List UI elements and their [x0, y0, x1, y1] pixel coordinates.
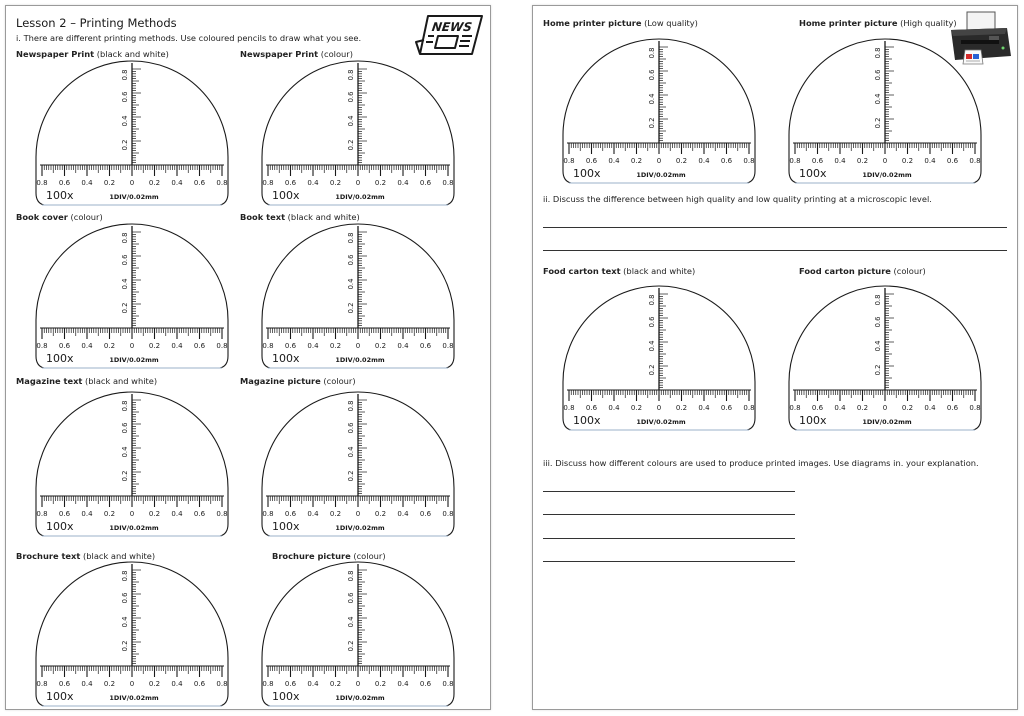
- lesson-title: Lesson 2 – Printing Methods: [16, 16, 177, 30]
- division-label: 1DIV/0.02mm: [862, 418, 912, 426]
- answer-line[interactable]: [543, 250, 1007, 251]
- magnification-label: 100x: [46, 520, 74, 533]
- horizontal-tick-label: 0.4: [307, 510, 319, 518]
- horizontal-tick-label: 0.6: [193, 179, 206, 187]
- vertical-tick-label: 0.4: [347, 115, 355, 127]
- vertical-tick-label: 0.8: [347, 570, 355, 582]
- answer-line[interactable]: [543, 538, 795, 539]
- horizontal-tick-label: 0.2: [148, 179, 161, 187]
- microscope-reticle: [36, 562, 228, 706]
- vertical-tick-label: 0.4: [347, 446, 355, 458]
- horizontal-tick-label: 0.8: [789, 404, 801, 412]
- horizontal-tick-label: 0: [129, 342, 135, 350]
- horizontal-tick-label: 0.4: [307, 342, 319, 350]
- horizontal-tick-label: 0.2: [856, 404, 869, 412]
- horizontal-tick-label: 0.8: [743, 404, 755, 412]
- horizontal-tick-label: 0.8: [36, 680, 48, 688]
- reticle-svg: [36, 562, 228, 706]
- answer-line[interactable]: [543, 514, 795, 515]
- horizontal-tick-label: 0.6: [419, 179, 432, 187]
- scope-label-home-low: Home printer picture (Low quality): [543, 18, 698, 28]
- microscope-reticle: [36, 392, 228, 536]
- horizontal-tick-label: 0.4: [307, 179, 319, 187]
- division-label: 1DIV/0.02mm: [109, 694, 159, 702]
- microscope-reticle: [789, 39, 981, 183]
- horizontal-tick-label: 0.2: [374, 510, 387, 518]
- magnification-label: 100x: [799, 414, 827, 427]
- magnification-label: 100x: [46, 189, 74, 202]
- horizontal-tick-label: 0.4: [608, 404, 620, 412]
- horizontal-tick-label: 0.2: [329, 510, 342, 518]
- scope-label-food-carton-text: Food carton text (black and white): [543, 266, 696, 276]
- worksheet-page-right: [532, 5, 1018, 710]
- horizontal-tick-label: 0.2: [148, 510, 161, 518]
- microscope-reticle: [563, 286, 755, 430]
- microscope-reticle: [262, 224, 454, 368]
- horizontal-tick-label: 0.4: [397, 680, 409, 688]
- vertical-tick-label: 0.2: [874, 117, 882, 129]
- horizontal-tick-label: 0.4: [81, 179, 93, 187]
- reticle-svg: [262, 562, 454, 706]
- magnification-label: 100x: [272, 352, 300, 365]
- horizontal-tick-label: 0.4: [171, 179, 183, 187]
- horizontal-tick-label: 0.8: [969, 157, 981, 165]
- horizontal-tick-label: 0.2: [630, 404, 643, 412]
- horizontal-tick-label: 0.6: [58, 342, 71, 350]
- question-2-text: ii. Discuss the difference between high quality and low quality printing at a microscopic level.: [543, 194, 932, 204]
- horizontal-tick-label: 0.4: [171, 680, 183, 688]
- vertical-tick-label: 0.2: [347, 139, 355, 151]
- horizontal-tick-label: 0: [355, 510, 361, 518]
- horizontal-tick-label: 0.2: [374, 179, 387, 187]
- scope-label-brochure-picture: Brochure picture (colour): [272, 551, 386, 561]
- vertical-tick-label: 0.2: [121, 302, 129, 314]
- vertical-tick-label: 0.4: [648, 93, 656, 105]
- vertical-tick-label: 0.6: [121, 91, 129, 103]
- horizontal-tick-label: 0.2: [329, 680, 342, 688]
- vertical-tick-label: 0.4: [648, 340, 656, 352]
- horizontal-tick-label: 0.4: [924, 157, 936, 165]
- microscope-reticle: [563, 39, 755, 183]
- scope-label-magazine-text: Magazine text (black and white): [16, 376, 158, 386]
- horizontal-tick-label: 0: [129, 680, 135, 688]
- magnification-label: 100x: [799, 167, 827, 180]
- scope-label-book-cover: Book cover (colour): [16, 212, 103, 222]
- horizontal-tick-label: 0.2: [103, 342, 116, 350]
- vertical-tick-label: 0.2: [347, 470, 355, 482]
- reticle-svg: [36, 392, 228, 536]
- scope-label-book-text: Book text (black and white): [240, 212, 360, 222]
- vertical-tick-label: 0.6: [121, 254, 129, 266]
- vertical-tick-label: 0.6: [121, 592, 129, 604]
- horizontal-tick-label: 0.6: [58, 680, 71, 688]
- vertical-tick-label: 0.2: [347, 640, 355, 652]
- horizontal-tick-label: 0.6: [419, 680, 432, 688]
- reticle-svg: [789, 39, 981, 183]
- horizontal-tick-label: 0.8: [36, 342, 48, 350]
- horizontal-tick-label: 0.6: [585, 404, 598, 412]
- vertical-tick-label: 0.6: [347, 592, 355, 604]
- horizontal-tick-label: 0.8: [743, 157, 755, 165]
- horizontal-tick-label: 0: [882, 157, 888, 165]
- horizontal-tick-label: 0.8: [563, 404, 575, 412]
- horizontal-tick-label: 0.4: [834, 404, 846, 412]
- horizontal-tick-label: 0.2: [103, 179, 116, 187]
- horizontal-tick-label: 0.6: [419, 510, 432, 518]
- horizontal-tick-label: 0.4: [698, 404, 710, 412]
- magnification-label: 100x: [573, 167, 601, 180]
- horizontal-tick-label: 0.4: [171, 510, 183, 518]
- horizontal-tick-label: 0.2: [329, 342, 342, 350]
- horizontal-tick-label: 0.8: [789, 157, 801, 165]
- vertical-tick-label: 0.4: [121, 616, 129, 628]
- vertical-tick-label: 0.2: [347, 302, 355, 314]
- vertical-tick-label: 0.8: [121, 232, 129, 244]
- horizontal-tick-label: 0.6: [946, 404, 959, 412]
- horizontal-tick-label: 0.6: [284, 680, 297, 688]
- vertical-tick-label: 0.2: [121, 640, 129, 652]
- vertical-tick-label: 0.8: [121, 400, 129, 412]
- horizontal-tick-label: 0.2: [630, 157, 643, 165]
- magnification-label: 100x: [272, 189, 300, 202]
- vertical-tick-label: 0.4: [347, 616, 355, 628]
- answer-line[interactable]: [543, 561, 795, 562]
- newspaper-icon: [414, 12, 486, 58]
- division-label: 1DIV/0.02mm: [335, 356, 385, 364]
- horizontal-tick-label: 0.8: [969, 404, 981, 412]
- horizontal-tick-label: 0.4: [608, 157, 620, 165]
- division-label: 1DIV/0.02mm: [109, 193, 159, 201]
- vertical-tick-label: 0.8: [121, 69, 129, 81]
- horizontal-tick-label: 0.2: [901, 157, 914, 165]
- horizontal-tick-label: 0.8: [442, 179, 454, 187]
- vertical-tick-label: 0.4: [121, 446, 129, 458]
- horizontal-tick-label: 0.6: [58, 179, 71, 187]
- horizontal-tick-label: 0: [355, 179, 361, 187]
- microscope-reticle: [789, 286, 981, 430]
- horizontal-tick-label: 0.2: [148, 680, 161, 688]
- vertical-tick-label: 0.4: [121, 115, 129, 127]
- horizontal-tick-label: 0.8: [262, 680, 274, 688]
- horizontal-tick-label: 0: [355, 342, 361, 350]
- horizontal-tick-label: 0.4: [834, 157, 846, 165]
- horizontal-tick-label: 0.6: [720, 404, 733, 412]
- horizontal-tick-label: 0: [355, 680, 361, 688]
- vertical-tick-label: 0.6: [874, 316, 882, 328]
- vertical-tick-label: 0.8: [347, 232, 355, 244]
- magnification-label: 100x: [46, 690, 74, 703]
- instruction-text: i. There are different printing methods. Use coloured pencils to draw what you see.: [16, 33, 362, 43]
- horizontal-tick-label: 0.8: [262, 342, 274, 350]
- vertical-tick-label: 0.2: [874, 364, 882, 376]
- horizontal-tick-label: 0.2: [103, 510, 116, 518]
- division-label: 1DIV/0.02mm: [335, 193, 385, 201]
- horizontal-tick-label: 0: [129, 510, 135, 518]
- magnification-label: 100x: [272, 520, 300, 533]
- microscope-reticle: [36, 61, 228, 205]
- horizontal-tick-label: 0.4: [171, 342, 183, 350]
- vertical-tick-label: 0.6: [121, 422, 129, 434]
- horizontal-tick-label: 0.4: [81, 510, 93, 518]
- scope-label-newspaper-bw: Newspaper Print (black and white): [16, 49, 169, 59]
- magnification-label: 100x: [272, 690, 300, 703]
- horizontal-tick-label: 0.8: [262, 510, 274, 518]
- horizontal-tick-label: 0.8: [36, 179, 48, 187]
- horizontal-tick-label: 0.8: [36, 510, 48, 518]
- reticle-svg: [36, 224, 228, 368]
- horizontal-tick-label: 0.6: [284, 179, 297, 187]
- microscope-reticle: [262, 61, 454, 205]
- vertical-tick-label: 0.4: [347, 278, 355, 290]
- horizontal-tick-label: 0.2: [374, 680, 387, 688]
- reticle-svg: [563, 286, 755, 430]
- vertical-tick-label: 0.8: [347, 400, 355, 412]
- horizontal-tick-label: 0.8: [563, 157, 575, 165]
- vertical-tick-label: 0.6: [648, 316, 656, 328]
- vertical-tick-label: 0.6: [347, 91, 355, 103]
- horizontal-tick-label: 0.6: [58, 510, 71, 518]
- reticle-svg: [262, 224, 454, 368]
- horizontal-tick-label: 0.6: [811, 404, 824, 412]
- horizontal-tick-label: 0: [656, 404, 662, 412]
- horizontal-tick-label: 0.2: [374, 342, 387, 350]
- reticle-svg: [563, 39, 755, 183]
- vertical-tick-label: 0.4: [121, 278, 129, 290]
- division-label: 1DIV/0.02mm: [636, 418, 686, 426]
- reticle-svg: [262, 61, 454, 205]
- reticle-svg: [262, 392, 454, 536]
- scope-label-brochure-text: Brochure text (black and white): [16, 551, 156, 561]
- horizontal-tick-label: 0.8: [216, 510, 228, 518]
- division-label: 1DIV/0.02mm: [335, 524, 385, 532]
- scope-label-home-high: Home printer picture (High quality): [799, 18, 957, 28]
- vertical-tick-label: 0.2: [121, 139, 129, 151]
- microscope-reticle: [36, 224, 228, 368]
- horizontal-tick-label: 0.8: [442, 342, 454, 350]
- horizontal-tick-label: 0.6: [193, 342, 206, 350]
- horizontal-tick-label: 0.2: [856, 157, 869, 165]
- horizontal-tick-label: 0.6: [720, 157, 733, 165]
- vertical-tick-label: 0.8: [121, 570, 129, 582]
- horizontal-tick-label: 0.6: [284, 342, 297, 350]
- horizontal-tick-label: 0.2: [901, 404, 914, 412]
- horizontal-tick-label: 0.6: [193, 680, 206, 688]
- division-label: 1DIV/0.02mm: [862, 171, 912, 179]
- horizontal-tick-label: 0.6: [811, 157, 824, 165]
- horizontal-tick-label: 0.6: [946, 157, 959, 165]
- horizontal-tick-label: 0.4: [924, 404, 936, 412]
- vertical-tick-label: 0.4: [874, 93, 882, 105]
- vertical-tick-label: 0.4: [874, 340, 882, 352]
- horizontal-tick-label: 0.4: [698, 157, 710, 165]
- horizontal-tick-label: 0.4: [81, 680, 93, 688]
- horizontal-tick-label: 0: [129, 179, 135, 187]
- horizontal-tick-label: 0.8: [216, 179, 228, 187]
- horizontal-tick-label: 0.6: [419, 342, 432, 350]
- answer-line[interactable]: [543, 227, 1007, 228]
- microscope-reticle: [262, 562, 454, 706]
- horizontal-tick-label: 0.2: [148, 342, 161, 350]
- scope-label-newspaper-colour: Newspaper Print (colour): [240, 49, 353, 59]
- horizontal-tick-label: 0.2: [103, 680, 116, 688]
- division-label: 1DIV/0.02mm: [335, 694, 385, 702]
- vertical-tick-label: 0.8: [347, 69, 355, 81]
- horizontal-tick-label: 0.2: [675, 157, 688, 165]
- worksheet-page-left: [5, 5, 491, 710]
- division-label: 1DIV/0.02mm: [109, 524, 159, 532]
- horizontal-tick-label: 0.8: [216, 342, 228, 350]
- reticle-svg: [789, 286, 981, 430]
- horizontal-tick-label: 0.2: [329, 179, 342, 187]
- horizontal-tick-label: 0.6: [284, 510, 297, 518]
- magnification-label: 100x: [46, 352, 74, 365]
- magnification-label: 100x: [573, 414, 601, 427]
- horizontal-tick-label: 0: [882, 404, 888, 412]
- vertical-tick-label: 0.2: [121, 470, 129, 482]
- vertical-tick-label: 0.8: [648, 47, 656, 59]
- news-icon-text: NEWS: [430, 20, 473, 34]
- microscope-reticle: [262, 392, 454, 536]
- horizontal-tick-label: 0.6: [193, 510, 206, 518]
- vertical-tick-label: 0.8: [874, 47, 882, 59]
- vertical-tick-label: 0.6: [874, 69, 882, 81]
- question-3-text: iii. Discuss how different colours are used to produce printed images. Use diagrams in. your explanation.: [543, 458, 979, 468]
- horizontal-tick-label: 0.8: [442, 510, 454, 518]
- horizontal-tick-label: 0.4: [397, 179, 409, 187]
- horizontal-tick-label: 0.4: [397, 510, 409, 518]
- horizontal-tick-label: 0.4: [307, 680, 319, 688]
- horizontal-tick-label: 0.4: [397, 342, 409, 350]
- division-label: 1DIV/0.02mm: [636, 171, 686, 179]
- vertical-tick-label: 0.2: [648, 364, 656, 376]
- vertical-tick-label: 0.6: [347, 422, 355, 434]
- vertical-tick-label: 0.6: [347, 254, 355, 266]
- scope-label-food-carton-picture: Food carton picture (colour): [799, 266, 926, 276]
- horizontal-tick-label: 0: [656, 157, 662, 165]
- vertical-tick-label: 0.8: [874, 294, 882, 306]
- horizontal-tick-label: 0.8: [262, 179, 274, 187]
- horizontal-tick-label: 0.2: [675, 404, 688, 412]
- horizontal-tick-label: 0.8: [442, 680, 454, 688]
- horizontal-tick-label: 0.4: [81, 342, 93, 350]
- scope-label-magazine-picture: Magazine picture (colour): [240, 376, 356, 386]
- answer-line[interactable]: [543, 491, 795, 492]
- horizontal-tick-label: 0.8: [216, 680, 228, 688]
- division-label: 1DIV/0.02mm: [109, 356, 159, 364]
- vertical-tick-label: 0.8: [648, 294, 656, 306]
- reticle-svg: [36, 61, 228, 205]
- vertical-tick-label: 0.6: [648, 69, 656, 81]
- vertical-tick-label: 0.2: [648, 117, 656, 129]
- horizontal-tick-label: 0.6: [585, 157, 598, 165]
